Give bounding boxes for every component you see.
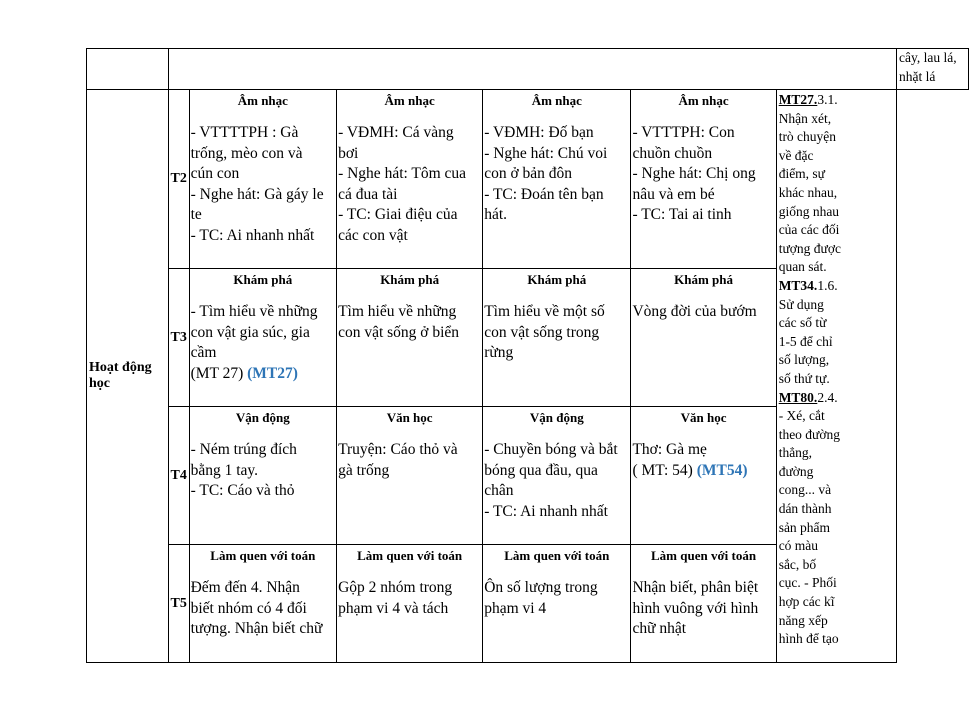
activity-cell — [337, 90, 483, 269]
activity-line: - VTTTPH: Con — [632, 124, 735, 141]
activity-content — [483, 287, 630, 364]
activity-line: bóng qua đầu, qua — [484, 461, 598, 479]
objective-line: hình để tạo — [778, 631, 839, 647]
objective-line: Nhận xét, — [778, 110, 832, 126]
objective-line: Sử dụng — [778, 296, 824, 312]
activity-line: - TC: Ai nhanh nhất — [484, 502, 608, 520]
activity-cell — [189, 269, 336, 407]
objective-reference — [191, 364, 335, 385]
activity-line: - Nghe hát: Chú voi — [484, 144, 608, 162]
activity-content — [337, 287, 482, 343]
activity-content — [631, 563, 775, 640]
objective-line: các số từ — [778, 315, 827, 331]
objective-reference-code: (MT54) — [696, 461, 748, 479]
activity-line: - TC: Giai điệu của — [338, 206, 458, 223]
activity-cell — [631, 269, 776, 407]
activity-line: Đếm đến 4. Nhận — [190, 579, 300, 596]
activity-content — [483, 425, 630, 522]
activity-line: chuồn chuồn — [632, 144, 713, 162]
activity-line: Truyện: Cáo thỏ và — [338, 441, 458, 458]
activity-subject: Khám phá — [233, 272, 293, 287]
activity-line: phạm vi 4 và tách — [338, 599, 449, 617]
empty-label-cell — [87, 49, 169, 90]
activity-line: cầm — [190, 344, 217, 361]
activity-subject: Làm quen với toán — [651, 548, 757, 563]
activity-line: phạm vi 4 — [484, 599, 547, 617]
activity-content — [631, 287, 775, 323]
objective-line: - Xé, cắt — [778, 408, 825, 424]
activity-line: - Tìm hiểu về những — [190, 303, 318, 320]
activity-content — [483, 563, 630, 619]
activity-line: Ôn số lượng trong — [484, 579, 598, 596]
activity-line: Gộp 2 nhóm trong — [338, 579, 453, 596]
activity-content — [190, 563, 336, 640]
activity-subject: Khám phá — [527, 272, 587, 287]
objective-line: tượng được — [778, 240, 841, 256]
activity-subject: Làm quen với toán — [210, 548, 316, 563]
activity-subject: Khám phá — [380, 272, 440, 287]
activity-cell — [631, 407, 776, 545]
activity-line: Vòng đời của bướm — [632, 303, 757, 320]
activity-line: Tìm hiểu về những — [338, 303, 457, 320]
activity-line: gà trống — [338, 461, 390, 479]
objective-line: số thứ tự. — [778, 370, 830, 386]
objective-line: về đặc — [778, 147, 814, 163]
objective-line: quan sát. — [778, 259, 827, 275]
objective-line: của các đối — [778, 222, 840, 238]
activity-cell — [337, 269, 483, 407]
objective-line: khác nhau, — [778, 184, 838, 200]
activity-line: con vật sống trong — [484, 323, 600, 341]
day-label: T2 — [168, 90, 189, 269]
activity-content — [337, 108, 482, 246]
activity-subject: Văn học — [386, 410, 433, 425]
objective-reference-text: ( MT: 54) — [632, 461, 697, 479]
activity-line: các con vật — [338, 226, 408, 244]
empty-merged-cell — [168, 49, 896, 90]
top-row — [87, 49, 969, 90]
activity-cell — [337, 407, 483, 545]
objective-code: MT80. — [778, 389, 818, 405]
activity-line: trống, mèo con và — [190, 144, 303, 162]
objective-line — [779, 91, 894, 110]
activity-content — [190, 108, 336, 246]
activity-cell — [631, 545, 776, 663]
activity-content — [337, 563, 482, 619]
objective-line: có màu — [778, 538, 819, 554]
objective-line: số lượng, — [778, 352, 830, 368]
activity-cell — [483, 269, 631, 407]
objective-reference-code: (MT27) — [247, 364, 298, 382]
activity-subject: Vận động — [235, 410, 290, 425]
objective-line: trò chuyện — [778, 129, 837, 145]
activity-subject: Khám phá — [674, 272, 734, 287]
objective-number: 3.1. — [817, 92, 838, 107]
activity-line: te — [190, 206, 202, 223]
objective-line: cục. - Phối — [778, 575, 837, 591]
objective-line: sắc, bố — [778, 556, 817, 572]
activity-content — [190, 425, 336, 502]
objective-code: MT34. — [778, 277, 818, 293]
objective-line: giống nhau — [778, 203, 840, 219]
objectives-cell — [776, 90, 896, 663]
activity-cell — [189, 545, 336, 663]
activity-subject: Vận động — [529, 410, 584, 425]
activity-line: cún con — [190, 165, 240, 182]
activity-line: Thơ: Gà mẹ — [632, 441, 707, 458]
objective-reference — [632, 461, 774, 482]
objective-line: theo đường — [778, 426, 841, 442]
objective-line: cây, lau lá, — [899, 50, 957, 65]
activity-cell — [189, 90, 336, 269]
activity-line: tượng. Nhận biết chữ — [190, 620, 323, 637]
activity-line: - Chuyền bóng và bắt — [484, 441, 618, 458]
activity-line: - Nghe hát: Chị ong — [632, 165, 756, 182]
activity-line: biết nhóm có 4 đối — [190, 599, 307, 617]
activity-line: cá đua tài — [338, 185, 398, 203]
activity-line: hình vuông với hình — [632, 599, 759, 617]
activity-subject: Văn học — [680, 410, 727, 425]
top-objectives-cell — [897, 49, 969, 90]
activity-line: - Nghe hát: Gà gáy le — [190, 185, 324, 203]
objective-line: sản phẩm — [778, 519, 831, 535]
objective-line: dán thành — [778, 501, 832, 517]
activity-line: bơi — [338, 144, 359, 162]
objective-code: MT27. — [778, 92, 818, 107]
activity-cell — [483, 90, 631, 269]
objective-line — [779, 389, 894, 408]
activity-subject: Âm nhạc — [678, 93, 729, 108]
activity-content — [483, 108, 630, 226]
activity-line: con vật gia súc, gia — [190, 323, 310, 341]
activity-line: - VĐMH: Đố bạn — [484, 124, 594, 141]
activity-line: Tìm hiểu về một số — [484, 303, 605, 320]
objective-line: đường — [778, 463, 814, 479]
activity-subject: Âm nhạc — [237, 93, 288, 108]
activity-line: chân — [484, 482, 514, 499]
day-label: T3 — [168, 269, 189, 407]
activity-subject: Làm quen với toán — [504, 548, 610, 563]
activity-content — [631, 108, 775, 226]
objective-line: cong... và — [778, 482, 832, 498]
day-label: T5 — [168, 545, 189, 663]
objective-line: điểm, sự — [778, 166, 826, 182]
activity-line: - TC: Tai ai tinh — [632, 206, 732, 223]
weekly-plan-table — [86, 48, 969, 663]
objective-reference-text: (MT 27) — [190, 364, 248, 382]
section-label: Hoạt động học — [87, 90, 169, 663]
objective-line: nhặt lá — [899, 68, 936, 84]
activity-line: con ở bản đôn — [484, 165, 573, 182]
activity-subject: Âm nhạc — [384, 93, 435, 108]
activity-cell — [483, 545, 631, 663]
activity-subject: Âm nhạc — [531, 93, 582, 108]
activity-cell — [189, 407, 336, 545]
activity-line: - TC: Cáo và thỏ — [190, 482, 295, 499]
activity-line: con vật sống ở biển — [338, 323, 460, 341]
activity-line: rừng — [484, 344, 514, 361]
activity-line: - TC: Ai nhanh nhất — [190, 226, 315, 244]
activity-subject: Làm quen với toán — [357, 548, 463, 563]
activity-content — [337, 425, 482, 481]
activity-cell — [337, 545, 483, 663]
objective-number: 2.4. — [817, 389, 838, 405]
objective-number: 1.6. — [817, 277, 838, 293]
activity-content — [190, 287, 336, 384]
activity-line: nâu và em bé — [632, 185, 715, 203]
activity-line: - VĐMH: Cá vàng — [338, 124, 454, 141]
activity-line: - TC: Đoán tên bạn — [484, 185, 604, 203]
activity-cell — [483, 407, 631, 545]
activity-line: - Ném trúng đích — [190, 441, 297, 458]
objective-line: 1-5 để chỉ — [778, 333, 833, 349]
day-label: T4 — [168, 407, 189, 545]
activity-line: - VTTTTPH : Gà — [190, 124, 299, 141]
activity-line: - Nghe hát: Tôm cua — [338, 165, 467, 182]
objective-line: hợp các kĩ — [778, 594, 835, 610]
activity-line: bằng 1 tay. — [190, 461, 259, 479]
activity-line: hát. — [484, 206, 507, 223]
objective-line — [779, 277, 894, 296]
activity-line: chữ nhật — [632, 620, 687, 637]
activity-cell — [631, 90, 776, 269]
day-row-t2 — [87, 90, 969, 269]
objective-line: năng xếp — [778, 612, 828, 628]
activity-content — [631, 425, 775, 481]
activity-line: Nhận biết, phân biệt — [632, 579, 759, 596]
objective-line: thẳng, — [778, 445, 813, 461]
